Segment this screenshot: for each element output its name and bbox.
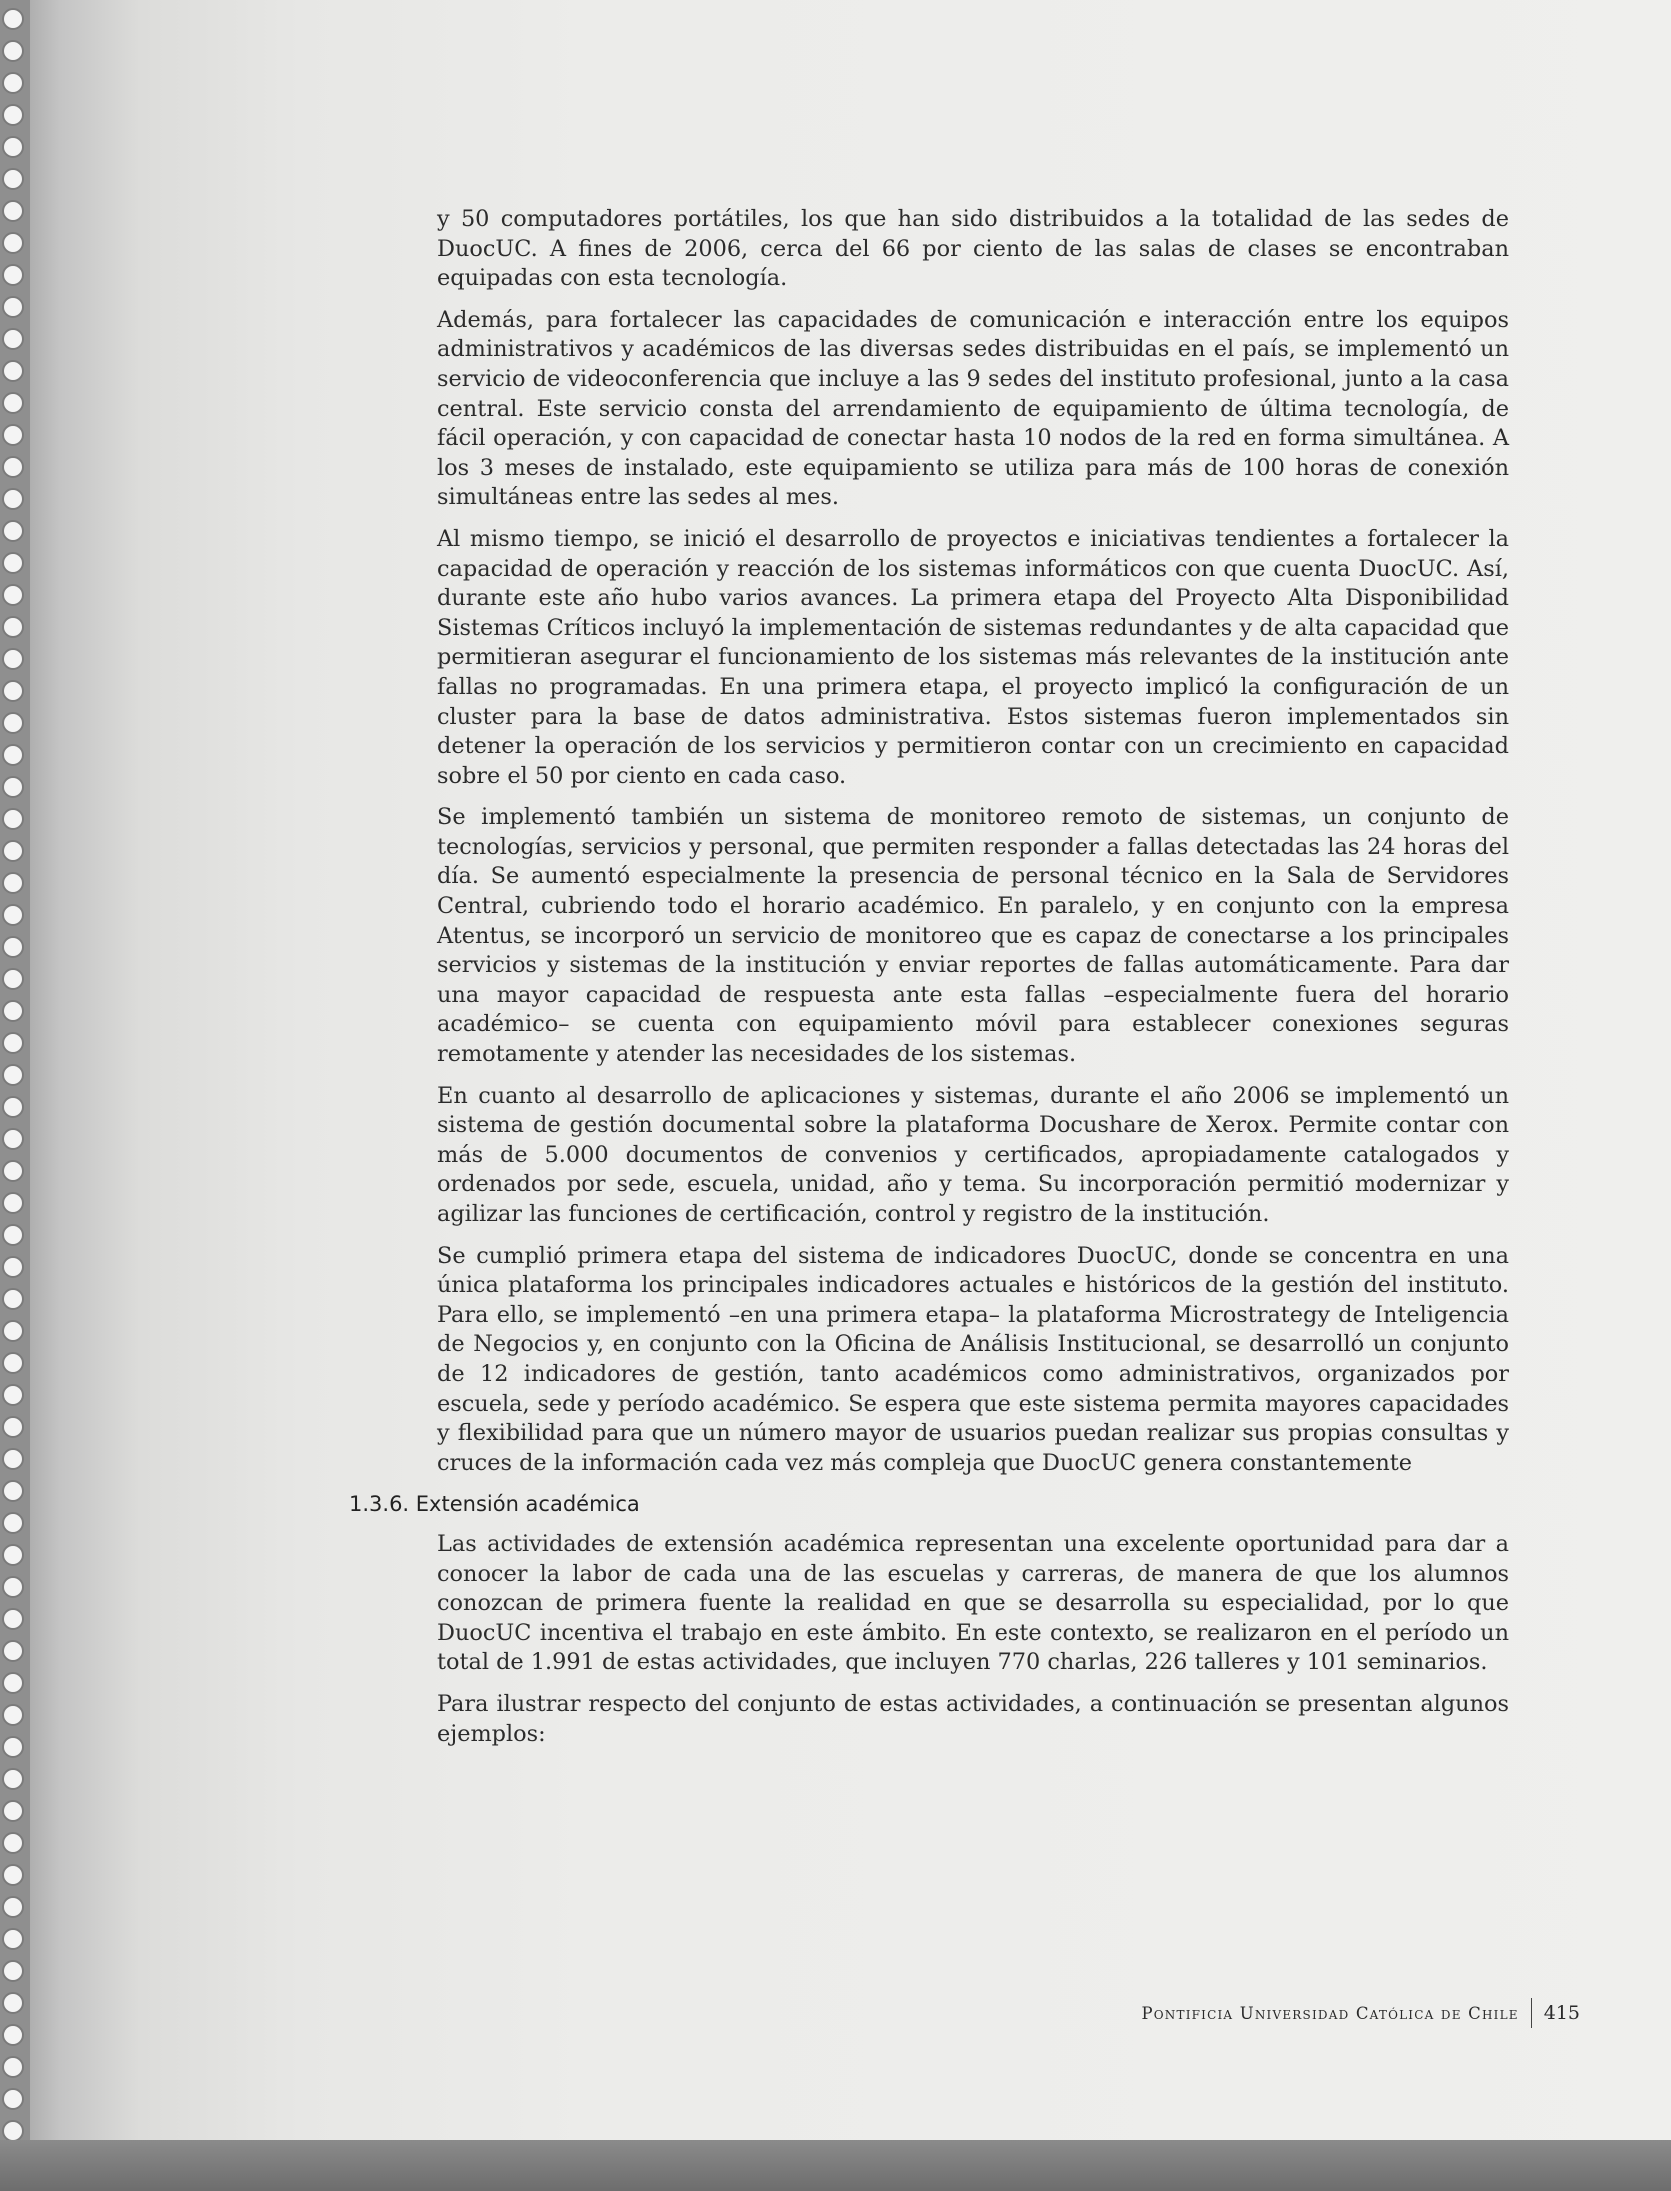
- binding-ring: [2, 168, 24, 190]
- binding-ring: [2, 1736, 24, 1758]
- binding-ring: [2, 72, 24, 94]
- binding-ring: [2, 200, 24, 222]
- binding-ring: [2, 1864, 24, 1886]
- binding-ring: [2, 2056, 24, 2078]
- binding-ring: [2, 2088, 24, 2110]
- binding-ring: [2, 872, 24, 894]
- page-footer: [1000, 1998, 1580, 2028]
- binding-ring: [2, 488, 24, 510]
- binding-ring: [2, 744, 24, 766]
- binding-ring: [2, 1896, 24, 1918]
- paragraph-extension-activities: Las actividades de extensión académica representan una excelente oportunidad para dar a conocer la labor de cada una de las escuelas y carreras, de manera de que los alumnos conozcan de primera fuente la realidad en que se desarrolla su especialidad, por lo que DuocUC incentiva el trabajo en este ámbito. En este contexto, se realizaron en el período un total de 1.991 de estas actividades, que incluyen 770 charlas, 226 talleres y 101 seminarios.: [437, 1530, 1509, 1676]
- binding-ring: [2, 1544, 24, 1566]
- binding-ring: [2, 1352, 24, 1374]
- binding-ring: [2, 808, 24, 830]
- binding-ring: [2, 1064, 24, 1086]
- footer-divider: [1531, 1998, 1532, 2028]
- binding-ring: [2, 680, 24, 702]
- binding-ring: [2, 2120, 24, 2142]
- paragraph-high-availability: Al mismo tiempo, se inició el desarrollo de proyectos e iniciativas tendientes a fortalecer la capacidad de operación y reacción de los sistemas informáticos con que cuenta DuocUC. Así, durante este año hubo varios avances. La primera etapa del Proyecto Alta Disponibilidad Sistemas Críticos incluyó la implementación de sistemas redundantes y de alta capacidad que permitieran asegurar el funcionamiento de los sistemas más relevantes de la institución ante fallas no programadas. En una primera etapa, el proyecto implicó la configuración de un cluster para la base de datos administrativa. Estos sistemas fueron implementados sin detener la operación de los servicios y permitieron contar con un crecimiento en capacidad sobre el 50 por ciento en cada caso.: [437, 525, 1509, 789]
- binding-ring: [2, 552, 24, 574]
- binding-ring: [2, 40, 24, 62]
- binding-ring: [2, 712, 24, 734]
- binding-ring: [2, 1032, 24, 1054]
- binding-ring: [2, 104, 24, 126]
- binding-ring: [2, 584, 24, 606]
- binding-ring: [2, 232, 24, 254]
- binding-ring: [2, 1512, 24, 1534]
- binding-ring: [2, 1448, 24, 1470]
- binding-ring: [2, 1992, 24, 2014]
- section-heading: 1.3.6. Extensión académica: [349, 1492, 640, 1517]
- page-number: 415: [1543, 2002, 1580, 2024]
- binding-ring: [2, 776, 24, 798]
- binding-ring: [2, 1384, 24, 1406]
- binding-ring: [2, 1480, 24, 1502]
- paragraph-indicators: Se cumplió primera etapa del sistema de indicadores DuocUC, donde se concentra en una única plataforma los principales indicadores actuales e históricos de la gestión del instituto. Para ello, se implementó –en una primera etapa– la plataforma Microstrategy de Inteligencia de Negocios y, en conjunto con la Oficina de Análisis Institucional, se desarrolló un conjunto de 12 indicadores de gestión, tanto académicos como administrativos, organizados por escuela, sede y período académico. Se espera que este sistema permita mayores capacidades y flexibilidad para que un número mayor de usuarios puedan realizar sus propias consultas y cruces de la información cada vez más compleja que DuocUC genera constantemente: [437, 1242, 1509, 1476]
- binding-ring: [2, 648, 24, 670]
- binding-ring: [2, 1160, 24, 1182]
- binding-ring: [2, 1672, 24, 1694]
- binding-ring: [2, 936, 24, 958]
- binding-ring: [2, 1960, 24, 1982]
- binding-ring: [2, 1608, 24, 1630]
- binding-ring: [2, 392, 24, 414]
- binding-ring: [2, 1416, 24, 1438]
- paragraph-videoconference: Además, para fortalecer las capacidades de comunicación e interacción entre los equipos administrativos y académicos de las diversas sedes distribuidas en el país, se implementó un servicio de videoconferencia que incluye a las 9 sedes del instituto profesional, junto a la casa central. Este servicio consta del arrendamiento de equipamiento de última tecnología, de fácil operación, y con capacidad de conectar hasta 10 nodos de la red en forma simultánea. A los 3 meses de instalado, este equipamiento se utiliza para más de 100 horas de conexión simultáneas entre las sedes al mes.: [437, 306, 1509, 511]
- binding-ring: [2, 840, 24, 862]
- binding-ring: [2, 1000, 24, 1022]
- binding-ring: [2, 968, 24, 990]
- binding-ring: [2, 616, 24, 638]
- footer-institution: Pontificia Universidad Católica de Chile: [1141, 2003, 1519, 2023]
- binding-ring: [2, 360, 24, 382]
- binding-ring: [2, 424, 24, 446]
- binding-ring: [2, 1288, 24, 1310]
- binding-ring: [2, 520, 24, 542]
- binding-ring: [2, 1576, 24, 1598]
- body-text: [349, 205, 1509, 1761]
- binding-ring: [2, 1800, 24, 1822]
- paragraph-portable-computers: y 50 computadores portátiles, los que han sido distribuidos a la totalidad de las sedes de DuocUC. A fines de 2006, cerca del 66 por ciento de las salas de clases se encontraban equipadas con esta tecnología.: [437, 206, 1509, 292]
- binding-ring: [2, 1320, 24, 1342]
- spiral-binding: [0, 0, 30, 2191]
- binding-ring: [2, 1096, 24, 1118]
- bottom-shadow-band: [0, 2140, 1671, 2191]
- binding-ring: [2, 136, 24, 158]
- binding-ring: [2, 1128, 24, 1150]
- binding-ring: [2, 1768, 24, 1790]
- binding-ring: [2, 1832, 24, 1854]
- binding-ring: [2, 1256, 24, 1278]
- binding-ring: [2, 2024, 24, 2046]
- paragraph-remote-monitoring: Se implementó también un sistema de monitoreo remoto de sistemas, un conjunto de tecnologías, servicios y personal, que permiten responder a fallas detectadas las 24 horas del día. Se aumentó especialmente la presencia de personal técnico en la Sala de Servidores Central, cubriendo todo el horario académico. En paralelo, y en conjunto con la empresa Atentus, se incorporó un servicio de monitoreo que es capaz de conectarse a los principales servicios y sistemas de la institución y enviar reportes de fallas automáticamente. Para dar una mayor capacidad de respuesta ante esta fallas –especialmente fuera del horario académico– se cuenta con equipamiento móvil para establecer conexiones seguras remotamente y atender las necesidades de los sistemas.: [437, 804, 1509, 1068]
- binding-ring: [2, 456, 24, 478]
- binding-ring: [2, 1704, 24, 1726]
- binding-ring: [2, 1928, 24, 1950]
- paragraph-examples-intro: Para ilustrar respecto del conjunto de estas actividades, a continuación se presentan algunos ejemplos:: [437, 1690, 1509, 1747]
- binding-ring: [2, 1224, 24, 1246]
- binding-ring: [2, 904, 24, 926]
- binding-ring: [2, 1192, 24, 1214]
- binding-ring: [2, 296, 24, 318]
- binding-ring: [2, 328, 24, 350]
- binding-ring: [2, 1640, 24, 1662]
- paragraph-document-management: En cuanto al desarrollo de aplicaciones y sistemas, durante el año 2006 se implementó un sistema de gestión documental sobre la plataforma Docushare de Xerox. Permite contar con más de 5.000 documentos de convenios y certificados, apropiadamente catalogados y ordenados por sede, escuela, unidad, año y tema. Su incorporación permitió modernizar y agilizar las funciones de certificación, control y registro de la institución.: [437, 1082, 1509, 1227]
- binding-ring: [2, 8, 24, 30]
- binding-ring: [2, 264, 24, 286]
